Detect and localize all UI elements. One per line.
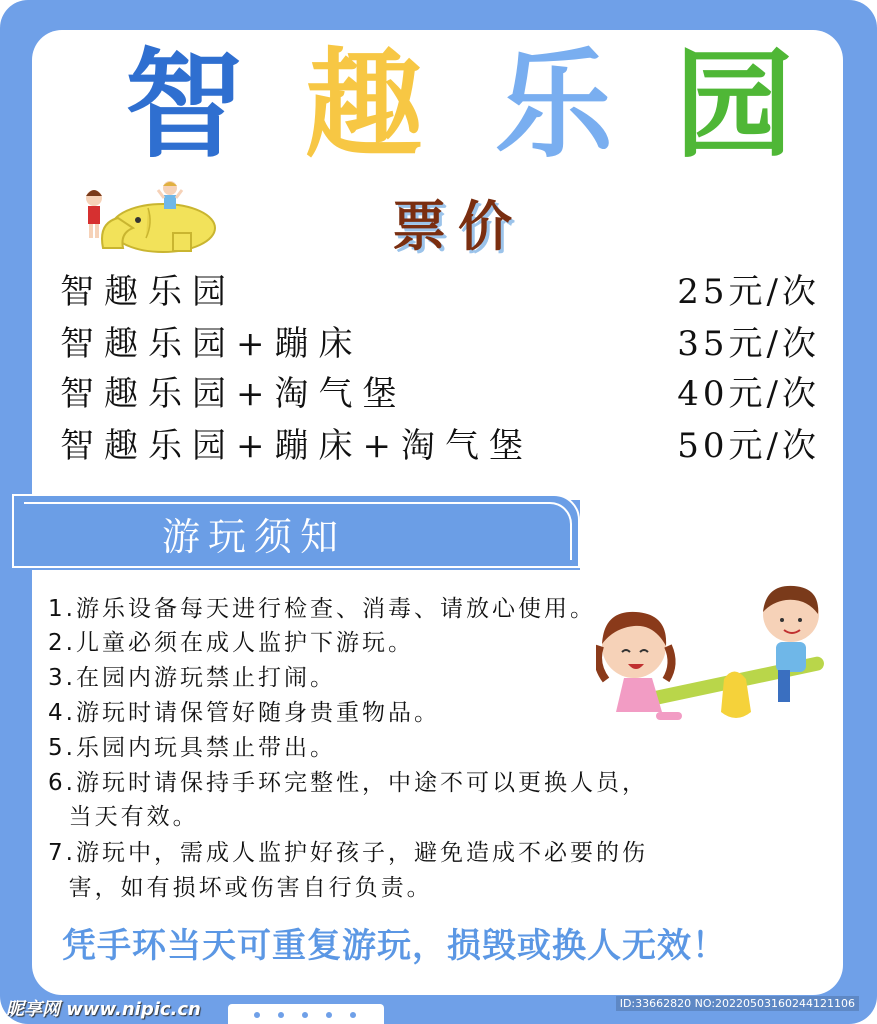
rule-line: 6.游玩时请保持手环完整性，中途不可以更换人员，	[48, 770, 648, 796]
price-item-name: 智趣乐园+淘气堡	[60, 374, 407, 414]
title-char-4: 园	[675, 36, 794, 174]
watermark-site: 昵享网 www.nipic.cn	[6, 999, 201, 1020]
rule-line: 5.乐园内玩具禁止带出。	[48, 735, 336, 761]
rule-line: 7.游玩中，需成人监护好孩子，避免造成不必要的伤	[48, 840, 648, 866]
price-row	[60, 418, 820, 466]
rule-line: 1.游乐设备每天进行检查、消毒、请放心使用。	[48, 596, 596, 622]
price-row	[60, 316, 820, 364]
price-item-name: 智趣乐园+蹦床+淘气堡	[60, 426, 533, 466]
dot-icon	[350, 1012, 356, 1018]
dot-icon	[278, 1012, 284, 1018]
price-item-value: 40元/次	[677, 374, 820, 414]
elephant-slide-illustration	[78, 178, 218, 256]
ticket-heading: 票价	[392, 194, 524, 258]
price-item-name: 智趣乐园+蹦床	[60, 324, 363, 364]
rule-line: 害，如有损坏或伤害自行负责。	[48, 875, 433, 901]
title-char-1: 智	[125, 36, 244, 174]
dot-icon	[326, 1012, 332, 1018]
rule-line: 当天有效。	[48, 804, 199, 830]
price-item-name: 智趣乐园	[60, 272, 236, 312]
dots-decoration	[228, 1004, 384, 1024]
title-char-3: 乐	[495, 36, 614, 174]
price-item-value: 25元/次	[677, 272, 820, 312]
panel-connector	[580, 495, 843, 575]
title-char-2: 趣	[305, 36, 424, 174]
dot-icon	[302, 1012, 308, 1018]
notice-heading: 游玩须知	[162, 515, 347, 559]
rule-line: 3.在园内游玩禁止打闹。	[48, 665, 336, 691]
rule-line: 2.儿童必须在成人监护下游玩。	[48, 630, 414, 656]
dot-icon	[254, 1012, 260, 1018]
watermark-id: ID:33662820 NO:20220503160244121106	[616, 996, 859, 1011]
price-item-value: 35元/次	[677, 324, 820, 364]
price-row	[60, 264, 820, 312]
seesaw-kids-illustration	[596, 584, 830, 734]
price-row	[60, 366, 820, 414]
price-item-value: 50元/次	[677, 426, 820, 466]
slogan: 凭手环当天可重复游玩，损毁或换人无效！	[62, 926, 727, 966]
rule-line: 4.游玩时请保管好随身贵重物品。	[48, 700, 440, 726]
